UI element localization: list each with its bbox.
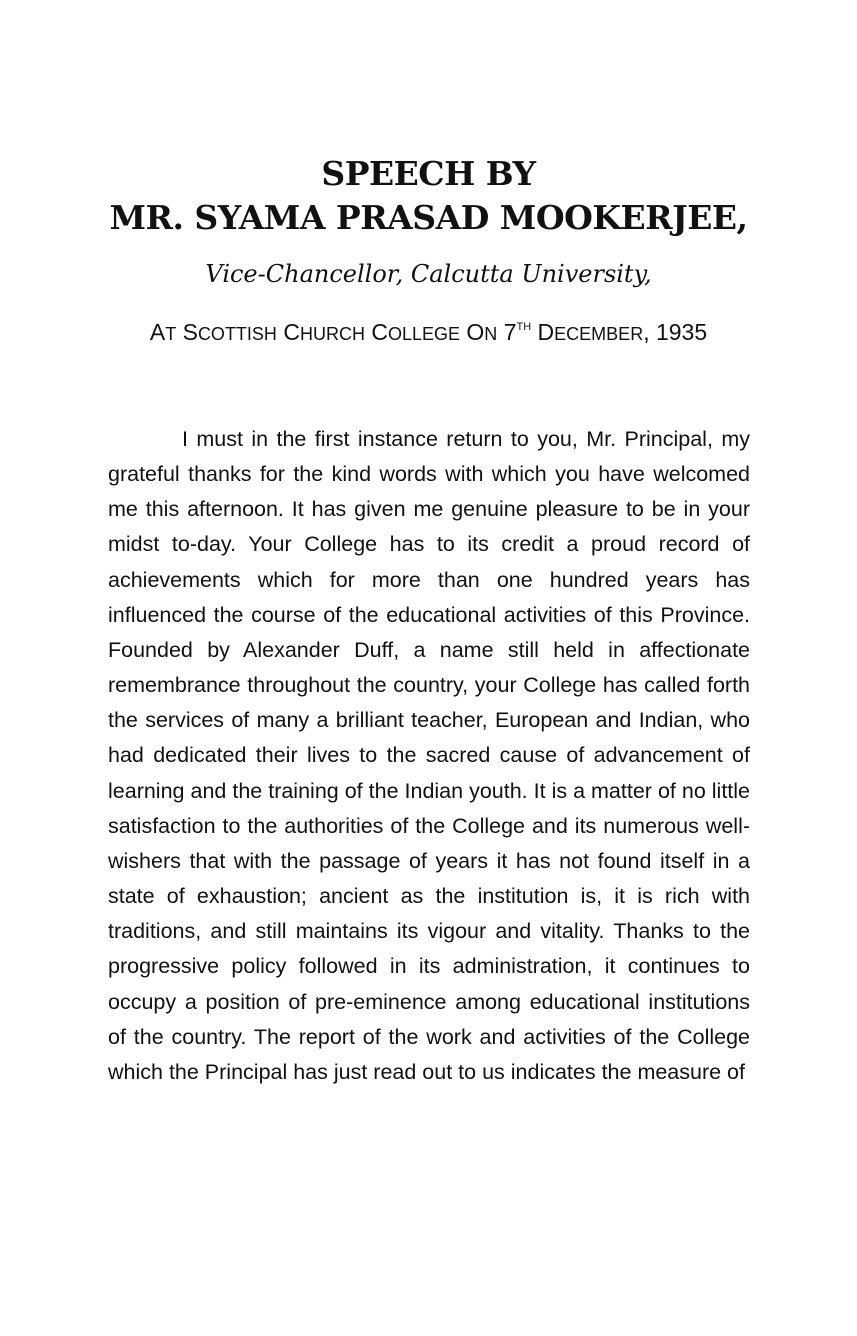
occasion-word-at-rest: T bbox=[165, 324, 177, 344]
occasion-word-college-rest: OLLEGE bbox=[387, 324, 461, 344]
occasion-word-on-rest: N bbox=[484, 324, 498, 344]
heading-line-1: SPEECH BY bbox=[321, 154, 536, 193]
occasion-word-scottish-rest: COTTISH bbox=[197, 324, 277, 344]
occasion-word-at-initial: A bbox=[149, 319, 166, 345]
occasion-word-church-initial: C bbox=[283, 319, 300, 345]
occasion-year: , 1935 bbox=[643, 319, 708, 345]
occasion-month-initial: D bbox=[537, 319, 555, 345]
occasion-word-scottish-initial: S bbox=[182, 319, 198, 345]
occasion-day-suffix: TH bbox=[516, 321, 532, 333]
occasion-word-on-initial: O bbox=[466, 319, 485, 345]
heading-line-2: MR. SYAMA PRASAD MOOKERJEE, bbox=[109, 198, 748, 237]
occasion-word-college-initial: C bbox=[371, 319, 388, 345]
speaker-designation: Vice-Chancellor, Calcutta University, bbox=[205, 260, 652, 288]
occasion-line bbox=[0, 317, 857, 349]
occasion-word-church-rest: HURCH bbox=[299, 324, 365, 344]
occasion-day: 7 bbox=[503, 319, 517, 345]
speech-paragraph: I must in the first instance return to you, Mr. Principal, my grateful thanks for the kind words with which you have welcomed me this afternoon. It has given me genuine pleasure to be in your midst to-day. Your College has to its credit a proud record of achievements which for more than one hundred years has influenced the course of the educational activities of this Province. Founded by Alexander Duff, a name still held in affectionate remembrance throughout the country, your College has called forth the services of many a brilliant teacher, European and Indian, who had dedicated their lives to the sacred cause of advancement of learning and the training of the Indian youth. It is a matter of no little satisfaction to the authorities of the College and its numerous well-wishers that with the passage of years it has not found itself in a state of exhaustion; ancient as the institution is, it is rich with traditions, and still maintains its vigour and vitality. Thanks to the progressive policy followed in its administration, it continues to occupy a position of pre-eminence among educational institutions of the country. The report of the work and activities of the College which the Principal has just read out to us indicates the measure of bbox=[108, 427, 750, 1084]
occasion-month-rest: ECEMBER bbox=[554, 324, 644, 344]
